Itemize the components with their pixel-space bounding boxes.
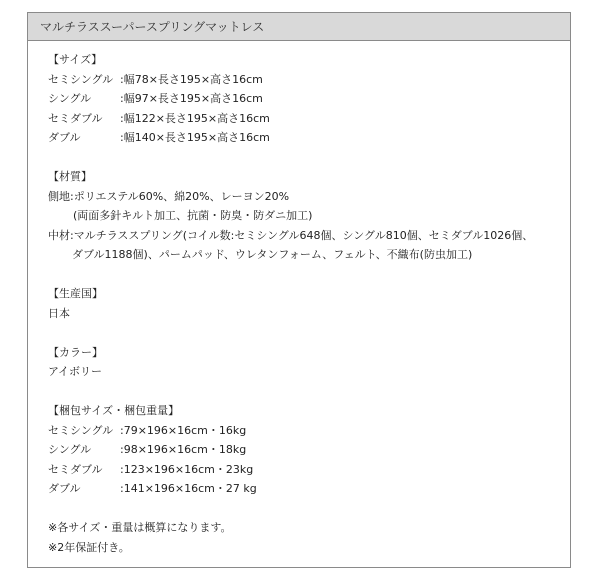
note-warranty: ※2年保証付き。 xyxy=(48,540,130,554)
package-value: :79×196×16cm・16kg xyxy=(120,423,247,437)
size-value: :幅97×長さ195×高さ16cm xyxy=(120,92,263,105)
package-row xyxy=(48,460,560,480)
package-value: :98×196×16cm・18kg xyxy=(120,443,247,456)
size-row xyxy=(48,89,560,109)
origin-heading: 【生産国】 xyxy=(48,287,103,300)
size-value: :幅122×長さ195×高さ16cm xyxy=(120,111,270,125)
package-key: セミダブル xyxy=(48,462,103,476)
package-row xyxy=(48,440,560,460)
material-core: 中材:マルチラススプリング(コイル数:セミシングル648個、シングル810個、セミダブル1026個、 xyxy=(48,228,534,242)
size-row xyxy=(48,109,560,129)
color-heading: 【カラー】 xyxy=(48,345,103,359)
origin-value: 日本 xyxy=(48,306,70,320)
size-value: :幅140×長さ195×高さ16cm xyxy=(120,131,270,144)
package-key: セミシングル xyxy=(48,423,114,437)
material-side: 側地:ポリエステル60%、綿20%、レーヨン20% xyxy=(48,189,290,203)
panel-title-bar xyxy=(28,13,570,41)
spec-panel xyxy=(27,12,571,568)
size-row xyxy=(48,128,560,148)
product-title: マルチラススーパースプリングマットレス xyxy=(40,20,265,34)
size-heading: 【サイズ】 xyxy=(48,53,103,66)
package-key: ダブル xyxy=(48,482,81,495)
package-heading: 【梱包サイズ・梱包重量】 xyxy=(48,404,180,417)
material-side-note: (両面多針キルト加工、抗菌・防臭・防ダニ加工) xyxy=(73,209,313,222)
package-row xyxy=(48,421,560,441)
size-key: セミシングル xyxy=(48,72,114,86)
size-key: ダブル xyxy=(48,131,81,144)
size-value: :幅78×長さ195×高さ16cm xyxy=(120,72,263,86)
size-row xyxy=(48,70,560,90)
package-value: :123×196×16cm・23kg xyxy=(120,462,254,476)
package-row xyxy=(48,479,560,499)
color-value: アイボリー xyxy=(48,365,103,378)
package-value: :141×196×16cm・27 kg xyxy=(120,482,257,495)
size-key: セミダブル xyxy=(48,111,103,125)
material-core-continued: ダブル1188個)、パームパッド、ウレタンフォーム、フェルト、不織布(防虫加工) xyxy=(72,248,473,261)
material-heading: 【材質】 xyxy=(48,170,92,183)
package-key: シングル xyxy=(48,443,92,456)
size-key: シングル xyxy=(48,92,92,105)
note-approximate: ※各サイズ・重量は概算になります。 xyxy=(48,521,232,534)
spec-content xyxy=(48,50,560,557)
